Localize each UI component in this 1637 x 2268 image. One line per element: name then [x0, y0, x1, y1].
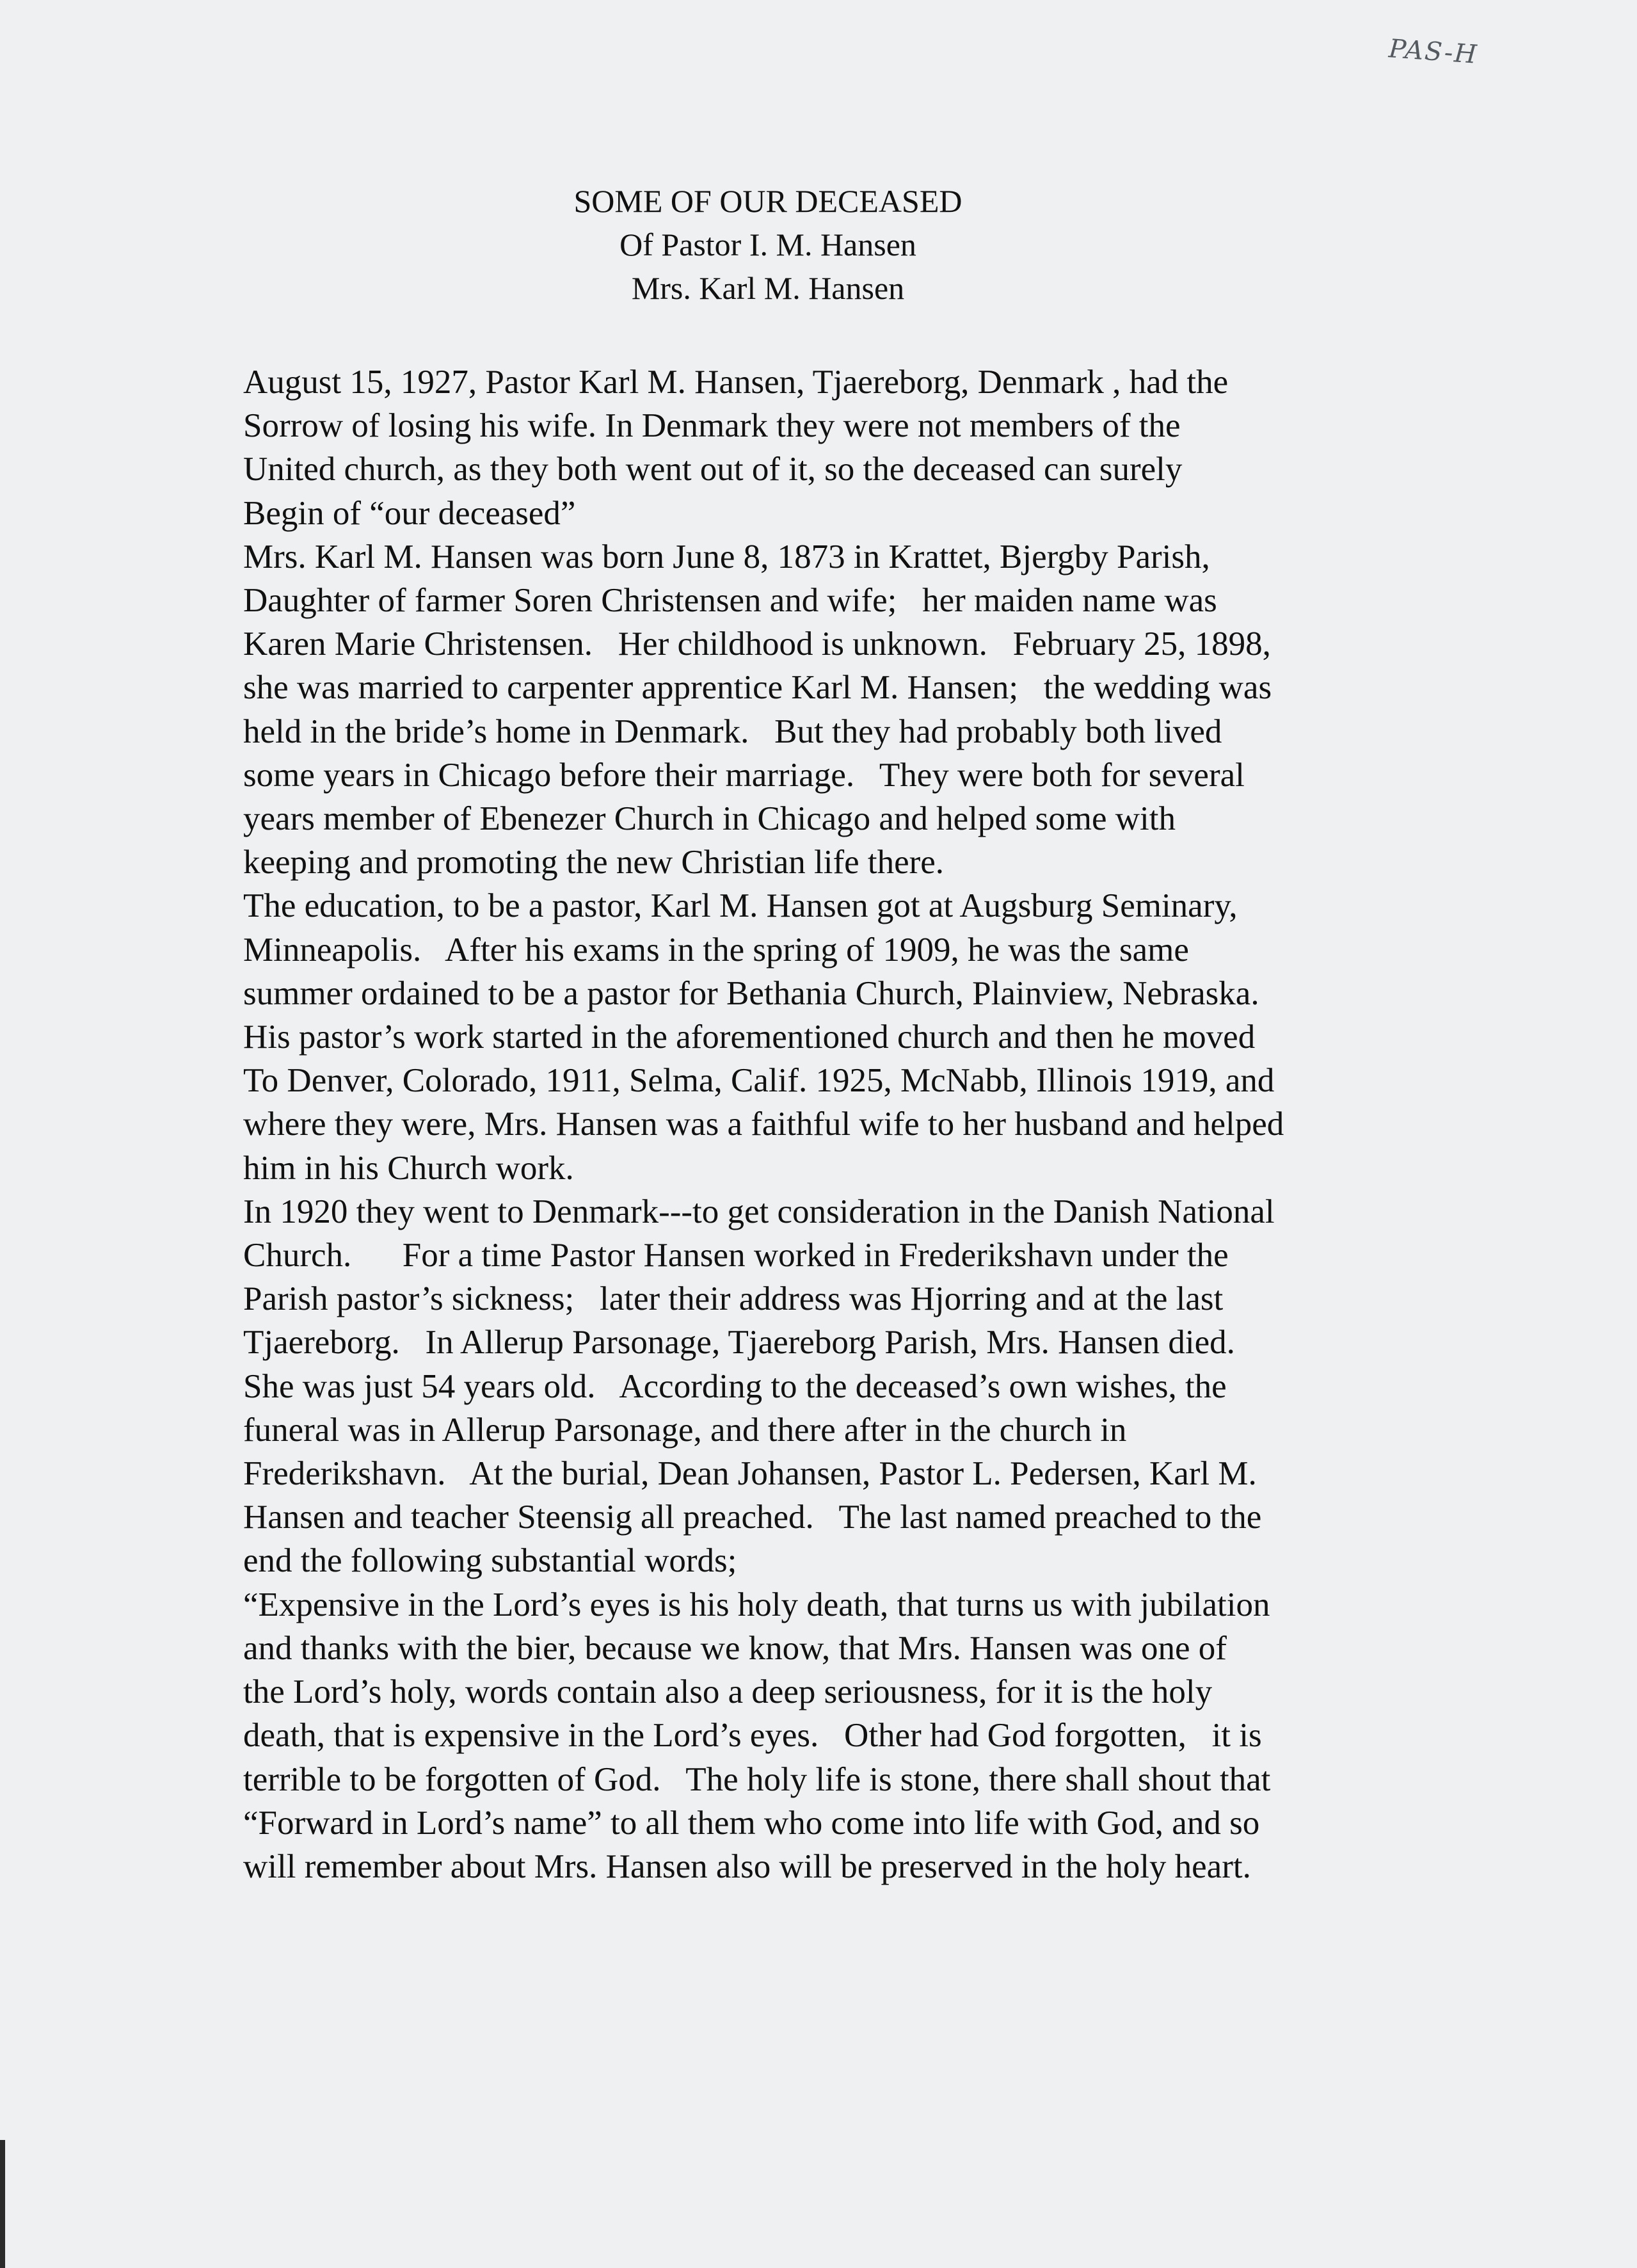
body-line: where they were, Mrs. Hansen was a faithful wife to her husband and helped [243, 1106, 1284, 1143]
body-line: Parish pastor’s sickness; later their address was Hjorring and at the last [243, 1280, 1224, 1318]
body-line: Sorrow of losing his wife. In Denmark they were not members of the [243, 407, 1181, 445]
body-line: held in the bride’s home in Denmark. But they had probably both lived [243, 712, 1222, 750]
body-line: and thanks with the bier, because we know, that Mrs. Hansen was one of [243, 1629, 1227, 1667]
body-line: Tjaereborg. In Allerup Parsonage, Tjaereborg Parish, Mrs. Hansen died. [243, 1324, 1235, 1362]
body-line: “Forward in Lord’s name” to all them who come into life with God, and so [243, 1804, 1260, 1842]
body-line: keeping and promoting the new Christian life there. [243, 844, 945, 881]
body-line: years member of Ebenezer Church in Chicago and helped some with [243, 800, 1176, 838]
body-line: The education, to be a pastor, Karl M. Hansen got at Augsburg Seminary, [243, 887, 1238, 925]
document-title: SOME OF OUR DECEASED [573, 183, 962, 219]
handwritten-corner-note: PAS-H [1387, 34, 1479, 70]
body-line: Mrs. Karl M. Hansen was born June 8, 1873 in Krattet, Bjergby Parish, [243, 538, 1210, 575]
body-line: She was just 54 years old. According to the deceased’s own wishes, the [243, 1367, 1227, 1405]
body-line: August 15, 1927, Pastor Karl M. Hansen, Tjaereborg, Denmark , had the [243, 364, 1229, 401]
body-text [243, 360, 1459, 1888]
body-line: In 1920 they went to Denmark---to get consideration in the Danish National [243, 1193, 1275, 1230]
body-line: death, that is expensive in the Lord’s eyes. Other had God forgotten, it is [243, 1717, 1262, 1755]
body-line: will remember about Mrs. Hansen also will be preserved in the holy heart. [243, 1847, 1251, 1885]
body-line: funeral was in Allerup Parsonage, and there after in the church in [243, 1411, 1127, 1449]
body-line: summer ordained to be a pastor for Bethania Church, Plainview, Nebraska. [243, 974, 1259, 1012]
body-line: Daughter of farmer Soren Christensen and wife; her maiden name was [243, 582, 1217, 620]
body-line: His pastor’s work started in the aforementioned church and then he moved [243, 1018, 1256, 1056]
body-line: Church. For a time Pastor Hansen worked in Frederikshavn under the [243, 1237, 1229, 1275]
body-line: To Denver, Colorado, 1911, Selma, Calif. 1925, McNabb, Illinois 1919, and [243, 1062, 1275, 1100]
body-line: “Expensive in the Lord’s eyes is his holy death, that turns us with jubilation [243, 1586, 1270, 1623]
body-line: some years in Chicago before their marriage. They were both for several [243, 756, 1245, 794]
body-line: Frederikshavn. At the burial, Dean Johansen, Pastor L. Pedersen, Karl M. [243, 1455, 1257, 1493]
body-line: Begin of “our deceased” [243, 494, 576, 532]
body-line: terrible to be forgotten of God. The holy life is stone, there shall shout that [243, 1760, 1271, 1798]
body-line: Hansen and teacher Steensig all preached. The last named preached to the [243, 1499, 1262, 1536]
header-block [384, 179, 1152, 310]
body-line: United church, as they both went out of it, so the deceased can surely [243, 451, 1183, 488]
body-line: end the following substantial words; [243, 1542, 737, 1580]
body-line: him in his Church work. [243, 1149, 574, 1187]
body-line: the Lord’s holy, words contain also a deep seriousness, for it is the holy [243, 1673, 1213, 1711]
document-subtitle-pastor: Of Pastor I. M. Hansen [619, 227, 916, 262]
body-line: she was married to carpenter apprentice Karl M. Hansen; the wedding was [243, 669, 1272, 707]
body-line: Karen Marie Christensen. Her childhood is unknown. February 25, 1898, [243, 625, 1271, 663]
document-subtitle-name: Mrs. Karl M. Hansen [631, 270, 905, 306]
body-line: Minneapolis. After his exams in the spring of 1909, he was the same [243, 931, 1189, 969]
scan-edge-shadow [0, 2140, 5, 2268]
